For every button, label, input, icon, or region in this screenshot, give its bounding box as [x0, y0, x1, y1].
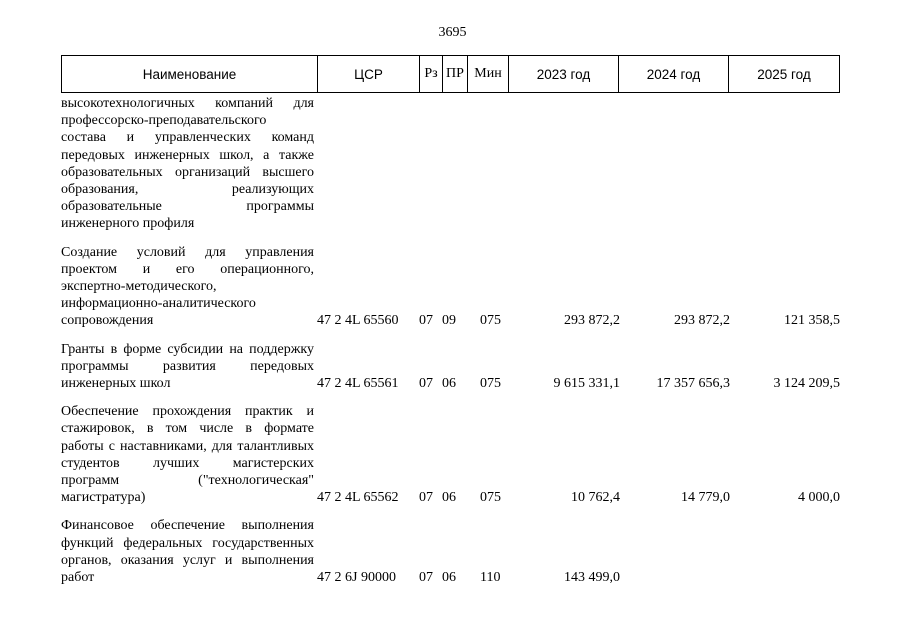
row-pr: 06	[442, 490, 456, 506]
row-2025: 121 358,5	[784, 313, 840, 329]
header-pr: ПР	[443, 56, 468, 93]
row-pr: 06	[442, 570, 456, 586]
header-csr: ЦСР	[318, 56, 420, 93]
table-row	[61, 403, 841, 506]
row-rz: 07	[419, 570, 433, 586]
header-2025: 2025 год	[729, 56, 840, 93]
header-rz: Рз	[420, 56, 443, 93]
row-2023: 293 872,2	[564, 313, 620, 329]
row-csr: 47 2 4L 65560	[317, 313, 399, 329]
header-2024: 2024 год	[619, 56, 729, 93]
row-2023: 10 762,4	[571, 490, 620, 506]
row-min: 075	[480, 376, 501, 392]
table-body	[61, 95, 841, 597]
row-pr: 09	[442, 313, 456, 329]
row-2025: 4 000,0	[798, 490, 840, 506]
row-min: 110	[480, 570, 501, 586]
row-min: 075	[480, 490, 501, 506]
table-row	[61, 517, 841, 586]
header-name: Наименование	[62, 56, 318, 93]
header-2023: 2023 год	[509, 56, 619, 93]
row-2024: 293 872,2	[674, 313, 730, 329]
row-name: Создание условий для управления проектом и его операционного, экспертно-методического, информационно-аналитического сопровождения	[61, 244, 314, 329]
row-name: высокотехнологичных компаний для профессорско-преподавательского состава и управленческих команд передовых инженерных школ, а также образовательных организаций высшего образования, реализующих образовательные программы инженерного профиля	[61, 96, 314, 232]
row-csr: 47 2 6J 90000	[317, 570, 396, 586]
row-pr: 06	[442, 376, 456, 392]
header-row	[62, 56, 840, 93]
row-2024: 14 779,0	[681, 490, 730, 506]
row-rz: 07	[419, 313, 433, 329]
table-row	[61, 244, 841, 330]
row-min: 075	[480, 313, 501, 329]
row-2025: 3 124 209,5	[773, 376, 840, 392]
row-2024: 17 357 656,3	[656, 376, 730, 392]
row-rz: 07	[419, 490, 433, 506]
row-rz: 07	[419, 376, 433, 392]
row-name: Гранты в форме субсидии на поддержку программы развития передовых инженерных школ	[61, 341, 314, 392]
row-csr: 47 2 4L 65562	[317, 490, 399, 506]
header-min: Мин	[468, 56, 509, 93]
column-header-table	[61, 55, 840, 93]
table-row	[61, 95, 841, 233]
row-2023: 143 499,0	[564, 570, 620, 586]
row-name: Обеспечение прохождения практик и стажировок, в том числе в формате работы с наставниками, для талантливых студентов лучших магистерских программ ("технологическая" магистратура)	[61, 404, 314, 506]
table-row	[61, 341, 841, 393]
row-csr: 47 2 4L 65561	[317, 376, 399, 392]
row-2023: 9 615 331,1	[553, 376, 620, 392]
page-number: 3695	[438, 25, 467, 40]
row-name: Финансовое обеспечение выполнения функций федеральных государственных органов, оказания услуг и выполнения работ	[61, 518, 314, 586]
